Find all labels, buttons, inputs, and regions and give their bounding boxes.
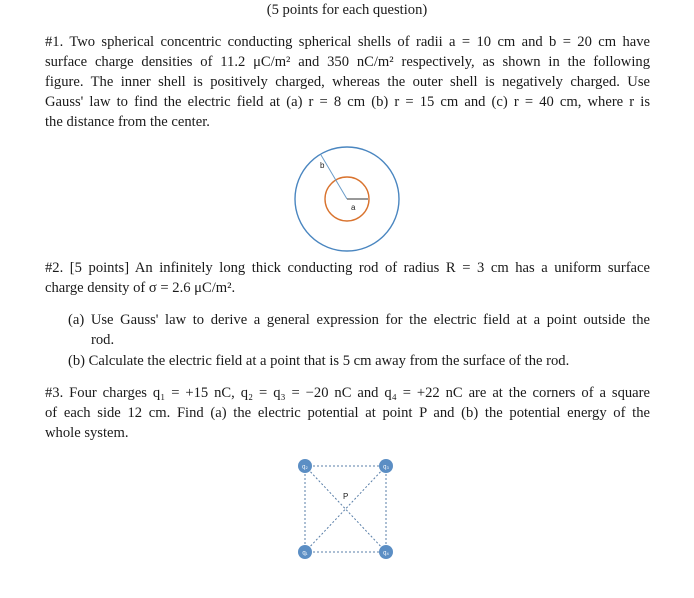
q2-part-a-line-1: (a) Use Gauss' law to derive a general expression for the electric field at a point outside the: [68, 312, 650, 328]
q1-line-2: surface charge densities of 11.2 μC/m² and 350 nC/m² respectively, as shown in the following: [45, 54, 650, 70]
q2-line-1: #2. [5 points] An infinitely long thick conducting rod of radius R = 3 cm has a uniform surface: [45, 260, 650, 276]
q2-part-a-line-2: rod.: [91, 332, 115, 348]
q1-line-4: Gauss' law to find the electric field at (a) r = 8 cm (b) r = 15 cm and (c) r = 40 cm, where r is: [45, 94, 650, 110]
charge-q1-label: q₁: [302, 550, 308, 557]
outer-radius-label: b: [320, 161, 325, 170]
charge-q3: [379, 459, 393, 473]
page-header: (5 points for each question): [266, 2, 428, 18]
square-charges-figure: [292, 455, 402, 565]
inner-radius-label: a: [351, 203, 356, 212]
concentric-shells-figure: [290, 146, 406, 254]
charge-q2-label: q₂: [302, 464, 308, 471]
charge-q4: [379, 545, 393, 559]
charge-q1: [298, 545, 312, 559]
q1-line-3: figure. The inner shell is positively charged, whereas the outer shell is negatively charged. Use: [45, 74, 650, 90]
q1-line-1: #1. Two spherical concentric conducting spherical shells of radii a = 10 cm and b = 20 cm have: [45, 34, 650, 50]
charge-q4-label: q₄: [383, 550, 389, 557]
charge-q3-label: q₃: [383, 464, 389, 471]
q1-line-5: the distance from the center.: [45, 114, 210, 130]
q2-line-2: charge density of σ = 2.6 μC/m².: [45, 280, 236, 296]
q3-line-3: whole system.: [45, 425, 129, 441]
q2-part-b: (b) Calculate the electric field at a point that is 5 cm away from the surface of the rod.: [68, 353, 570, 369]
q3-line-1: #3. Four charges q₁ = +15 nC, q₂ = q₃ = −20 nC and q₄ = +22 nC are at the corners of a square: [45, 385, 650, 401]
q3-line-2: of each side 12 cm. Find (a) the electric potential at point P and (b) the potential energy of the: [45, 405, 650, 421]
point-p-label: P: [343, 492, 349, 501]
charge-q2: [298, 459, 312, 473]
